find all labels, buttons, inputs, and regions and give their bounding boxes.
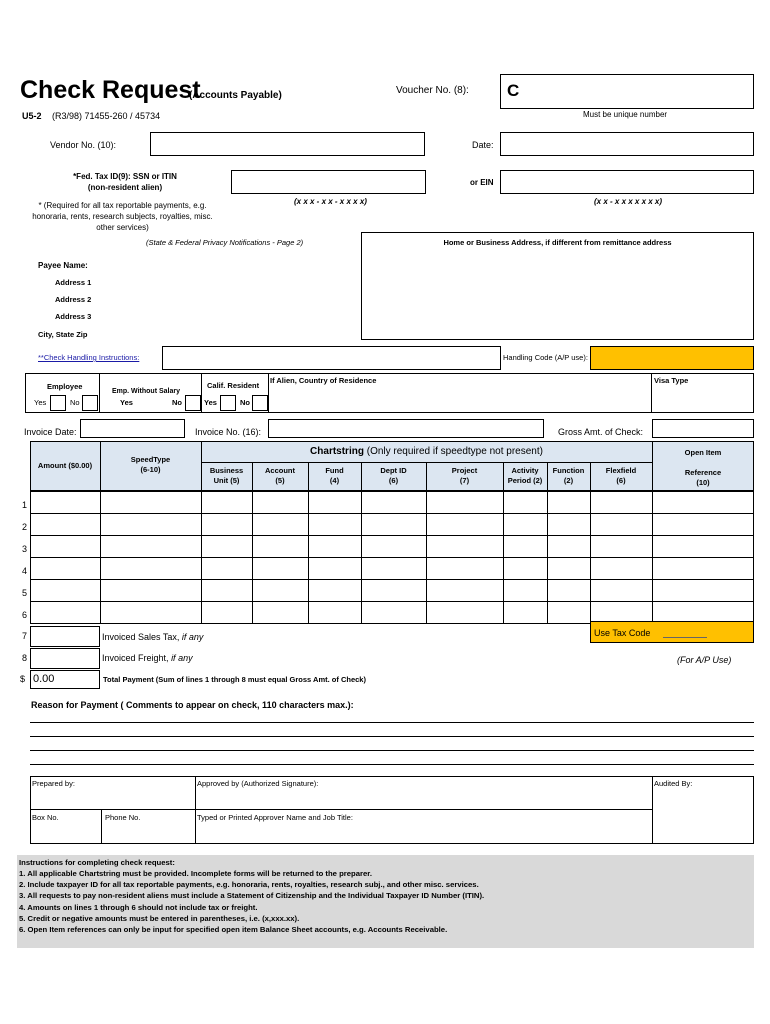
calif-yes-checkbox[interactable]	[220, 395, 236, 411]
grid-cell-r3-c10[interactable]	[590, 535, 652, 557]
grid-cell-r4-c6[interactable]	[361, 557, 426, 579]
grid-cell-r3-c9[interactable]	[547, 535, 590, 557]
column-header-line-2: (4)	[329, 476, 340, 485]
ein-input[interactable]	[500, 170, 754, 194]
home-address-box[interactable]	[361, 232, 754, 340]
row-number: 3	[22, 544, 28, 554]
grid-cell-r4-c2[interactable]	[100, 557, 201, 579]
grid-cell-r5-c1[interactable]	[30, 579, 100, 601]
grid-cell-r4-c1[interactable]	[30, 557, 100, 579]
column-header-line-2: (7)	[459, 476, 470, 485]
ews-yes-label: Yes	[120, 398, 133, 407]
grid-cell-r2-c7[interactable]	[426, 513, 503, 535]
column-header-5	[426, 466, 503, 486]
reason-line-2[interactable]	[30, 736, 754, 737]
check-handling-link[interactable]: **Check Handling Instructions:	[38, 353, 140, 362]
box-no-label: Box No.	[32, 813, 59, 822]
grid-cell-r6-c4[interactable]	[252, 601, 308, 623]
chartstring-title-bold: Chartstring	[310, 446, 364, 457]
grid-cell-r6-c1[interactable]	[30, 601, 100, 623]
reason-line-3[interactable]	[30, 750, 754, 751]
handling-code-input[interactable]	[590, 346, 754, 370]
ews-no-label: No	[172, 398, 182, 407]
grid-cell-r3-c8[interactable]	[503, 535, 547, 557]
emp-without-salary-label: Emp. Without Salary	[112, 388, 181, 395]
invoice-number-input[interactable]	[268, 419, 544, 438]
grid-cell-r4-c7[interactable]	[426, 557, 503, 579]
column-header-line-1: Dept ID	[380, 466, 407, 475]
column-header-line-1: Fund	[325, 466, 344, 475]
address-1-label: Address 1	[55, 278, 92, 287]
row-number: 5	[22, 588, 28, 598]
chartstring-note: (Only required if speedtype not present)	[366, 446, 543, 457]
column-header-8	[590, 466, 652, 486]
grid-cell-r6-c9[interactable]	[547, 601, 590, 623]
vendor-input[interactable]	[150, 132, 425, 156]
ein-format: (x x - x x x x x x x)	[594, 197, 663, 206]
amount-header: Amount ($0.00)	[37, 461, 93, 470]
grid-cell-r4-c5[interactable]	[308, 557, 361, 579]
row-number: 8	[22, 653, 28, 663]
instruction-item: 6. Open Item references can only be input for specified open item Balance Sheet accounts, e.g. Accounts Receivable.	[19, 925, 448, 935]
grid-cell-r3-c7[interactable]	[426, 535, 503, 557]
grid-cell-r3-c11[interactable]	[652, 535, 754, 557]
open-item-header: Open Item	[684, 448, 722, 457]
form-code: U5-2	[22, 111, 42, 121]
grid-cell-r4-c10[interactable]	[590, 557, 652, 579]
grid-cell-r6-c6[interactable]	[361, 601, 426, 623]
phone-no-label: Phone No.	[105, 813, 141, 822]
grid-cell-r3-c2[interactable]	[100, 535, 201, 557]
total-payment-value: 0.00	[33, 673, 55, 685]
use-tax-underline	[663, 637, 707, 638]
grid-cell-r5-c7[interactable]	[426, 579, 503, 601]
column-header-6	[503, 466, 547, 486]
column-header-line-1: Business	[209, 466, 244, 475]
dollar-sign: $	[20, 674, 26, 684]
grid-cell-r1-c11[interactable]	[652, 491, 754, 513]
grid-cell-r2-c3[interactable]	[201, 513, 252, 535]
grid-cell-r1-c8[interactable]	[503, 491, 547, 513]
use-tax-label: Use Tax Code	[594, 628, 651, 638]
home-address-label: Home or Business Address, if different from remittance address	[443, 238, 672, 247]
employee-no-checkbox[interactable]	[82, 395, 98, 411]
grid-cell-r4-c4[interactable]	[252, 557, 308, 579]
reference-header-num: (10)	[696, 478, 710, 487]
grid-cell-r1-c2[interactable]	[100, 491, 201, 513]
total-payment-label: Total Payment (Sum of lines 1 through 8 must equal Gross Amt. of Check)	[103, 675, 366, 684]
grid-cell-r3-c1[interactable]	[30, 535, 100, 557]
grid-cell-r3-c4[interactable]	[252, 535, 308, 557]
ssn-input[interactable]	[231, 170, 426, 194]
freight-if-any: if any	[171, 653, 193, 663]
chartstring-title	[201, 446, 652, 457]
reference-header: Reference	[684, 468, 722, 477]
column-header-line-1: Project	[451, 466, 478, 475]
grid-cell-r5-c3[interactable]	[201, 579, 252, 601]
grid-cell-r3-c6[interactable]	[361, 535, 426, 557]
column-header-line-1: Function	[552, 466, 585, 475]
ssn-format: (x x x - x x - x x x x)	[294, 197, 367, 206]
date-label: Date:	[472, 140, 494, 150]
grid-cell-r6-c3[interactable]	[201, 601, 252, 623]
grid-cell-r5-c2[interactable]	[100, 579, 201, 601]
address-3-label: Address 3	[55, 312, 92, 321]
calif-yes-label: Yes	[204, 398, 217, 407]
grid-cell-r3-c3[interactable]	[201, 535, 252, 557]
calif-no-label: No	[240, 398, 250, 407]
or-ein-label: or EIN	[470, 178, 494, 187]
row-number: 4	[22, 566, 28, 576]
gross-amount-label: Gross Amt. of Check:	[558, 427, 644, 437]
employee-yes-checkbox[interactable]	[50, 395, 66, 411]
column-header-3	[308, 466, 361, 486]
row-number: 2	[22, 522, 28, 532]
grid-cell-r1-c4[interactable]	[252, 491, 308, 513]
grid-cell-r2-c10[interactable]	[590, 513, 652, 535]
required-note-1: * (Required for all tax reportable payments, e.g.	[38, 201, 207, 210]
grid-cell-r4-c3[interactable]	[201, 557, 252, 579]
grid-cell-r2-c9[interactable]	[547, 513, 590, 535]
grid-cell-r1-c6[interactable]	[361, 491, 426, 513]
column-header-line-2: (2)	[563, 476, 574, 485]
grid-cell-r5-c11[interactable]	[652, 579, 754, 601]
sales-tax-label	[102, 632, 203, 642]
grid-cell-r1-c10[interactable]	[590, 491, 652, 513]
instruction-item: 1. All applicable Chartstring must be provided. Incomplete forms will be returned to the preparer.	[19, 869, 372, 878]
reason-label: Reason for Payment ( Comments to appear on check, 110 characters max.):	[31, 700, 354, 710]
gross-amount-input[interactable]	[652, 419, 754, 438]
grid-cell-r5-c8[interactable]	[503, 579, 547, 601]
instructions-list	[19, 868, 484, 935]
column-header-line-2: (6)	[616, 476, 626, 485]
column-header-2	[252, 466, 308, 486]
grid-cell-r2-c5[interactable]	[308, 513, 361, 535]
vendor-label: Vendor No. (10):	[50, 140, 117, 150]
grid-cell-r6-c8[interactable]	[503, 601, 547, 623]
grid-cell-r5-c9[interactable]	[547, 579, 590, 601]
instructions-panel	[17, 855, 754, 948]
grid-cell-r1-c1[interactable]	[30, 491, 100, 513]
fed-tax-label-2: (non-resident alien)	[87, 183, 163, 192]
column-header-line-1: Flexfield	[605, 466, 637, 475]
sales-tax-if-any: if any	[181, 632, 204, 642]
column-header-1	[201, 466, 252, 486]
audited-by-label: Audited By:	[654, 779, 693, 788]
voucher-note: Must be unique number	[583, 110, 668, 119]
grid-cell-r6-c7[interactable]	[426, 601, 503, 623]
invoice-date-label: Invoice Date:	[24, 427, 77, 437]
form-title: Check Request	[20, 76, 201, 104]
visa-type-label: Visa Type	[654, 376, 689, 385]
employee-no-label: No	[70, 398, 80, 407]
column-header-4	[361, 466, 426, 486]
freight-input[interactable]	[30, 648, 100, 669]
form-subtitle: (Accounts Payable)	[189, 90, 282, 101]
employee-yes-label: Yes	[34, 398, 47, 407]
grid-cell-r4-c9[interactable]	[547, 557, 590, 579]
voucher-input[interactable]	[500, 74, 754, 109]
instructions-title: Instructions for completing check request:	[19, 858, 175, 867]
grid-cell-r6-c2[interactable]	[100, 601, 201, 623]
grid-cell-r1-c9[interactable]	[547, 491, 590, 513]
grid-cell-r6-c5[interactable]	[308, 601, 361, 623]
grid-cell-r4-c11[interactable]	[652, 557, 754, 579]
grid-cell-r5-c10[interactable]	[590, 579, 652, 601]
instruction-item: 5. Credit or negative amounts must be entered in parentheses, i.e. (x,xxx.xx).	[19, 913, 300, 923]
instruction-item: 2. Include taxpayer ID for all tax reportable payments, e.g. honoraria, rents, royalties, research subj., and other misc. services.	[19, 880, 479, 890]
row-number: 7	[22, 631, 28, 641]
alien-country-label: If Alien, Country of Residence	[270, 376, 377, 385]
fed-tax-label: *Fed. Tax ID(9): SSN or ITIN	[73, 172, 177, 181]
grid-cell-r1-c7[interactable]	[426, 491, 503, 513]
employee-label: Employee	[47, 382, 83, 391]
address-2-label: Address 2	[55, 295, 92, 304]
calif-no-checkbox[interactable]	[252, 395, 268, 411]
invoice-date-input[interactable]	[80, 419, 185, 438]
speedtype-header-2: (6-10)	[140, 465, 161, 474]
grid-cell-r2-c1[interactable]	[30, 513, 100, 535]
payee-name-label: Payee Name:	[38, 261, 88, 270]
invoice-number-label: Invoice No. (16):	[195, 427, 262, 437]
ap-use-label: (For A/P Use)	[677, 655, 732, 665]
row-number: 6	[22, 610, 28, 620]
approved-by-label: Approved by (Authorized Signature):	[197, 779, 319, 788]
voucher-value: C	[507, 81, 520, 100]
grid-cell-r2-c6[interactable]	[361, 513, 426, 535]
grid-cell-r3-c5[interactable]	[308, 535, 361, 557]
grid-cell-r6-c10[interactable]	[590, 601, 652, 623]
grid-cell-r1-c5[interactable]	[308, 491, 361, 513]
prepared-by-label: Prepared by:	[32, 779, 75, 788]
grid-cell-r6-c11[interactable]	[652, 601, 754, 623]
city-state-zip-label: City, State Zip	[38, 330, 88, 339]
freight-label	[102, 653, 193, 663]
grid-cell-r5-c4[interactable]	[252, 579, 308, 601]
required-note-2: honoraria, rents, research subjects, royalties, misc.	[32, 212, 213, 221]
grid-cell-r2-c11[interactable]	[652, 513, 754, 535]
signature-block	[30, 776, 754, 844]
grid-cell-r4-c8[interactable]	[503, 557, 547, 579]
voucher-label: Voucher No. (8):	[396, 85, 469, 96]
row-number: 1	[22, 500, 28, 510]
instruction-item: 3. All requests to pay non-resident aliens must include a Statement of Citizenship and the Individual Taxpayer ID Number (ITIN).	[19, 891, 485, 901]
handling-code-label: Handling Code (A/P use):	[503, 353, 588, 362]
use-tax-code-input[interactable]	[590, 621, 754, 643]
speedtype-header: SpeedType	[130, 455, 171, 464]
grid-cell-r5-c5[interactable]	[308, 579, 361, 601]
grid-cell-r2-c2[interactable]	[100, 513, 201, 535]
freight-text: Invoiced Freight,	[102, 653, 169, 663]
reason-line-4[interactable]	[30, 764, 754, 765]
reason-line-1[interactable]	[30, 722, 754, 723]
column-header-line-1: Activity	[511, 466, 539, 475]
column-header-line-1: Account	[265, 466, 295, 475]
privacy-note: (State & Federal Privacy Notifications - Page 2)	[146, 238, 304, 247]
column-header-line-2: Unit (5)	[213, 476, 240, 485]
date-input[interactable]	[500, 132, 754, 156]
column-header-line-2: (6)	[388, 476, 399, 485]
form-revision: (R3/98) 71455-260 / 45734	[52, 111, 161, 121]
grid-cell-r2-c4[interactable]	[252, 513, 308, 535]
grid-cell-r1-c3[interactable]	[201, 491, 252, 513]
sales-tax-input[interactable]	[30, 626, 100, 647]
ews-no-checkbox[interactable]	[185, 395, 201, 411]
required-note-3: other services)	[96, 223, 149, 232]
check-handling-input[interactable]	[162, 346, 501, 370]
column-header-7	[547, 466, 590, 486]
typed-name-label: Typed or Printed Approver Name and Job Title:	[197, 813, 353, 822]
grid-cell-r5-c6[interactable]	[361, 579, 426, 601]
column-header-line-2: Period (2)	[507, 476, 543, 485]
grid-cell-r2-c8[interactable]	[503, 513, 547, 535]
total-payment-input[interactable]	[30, 670, 100, 689]
instruction-item: 4. Amounts on lines 1 through 6 should not include tax or freight.	[19, 902, 258, 912]
calif-resident-label: Calif. Resident	[207, 381, 260, 390]
sales-tax-text: Invoiced Sales Tax,	[102, 632, 180, 642]
column-header-line-2: (5)	[275, 476, 285, 485]
